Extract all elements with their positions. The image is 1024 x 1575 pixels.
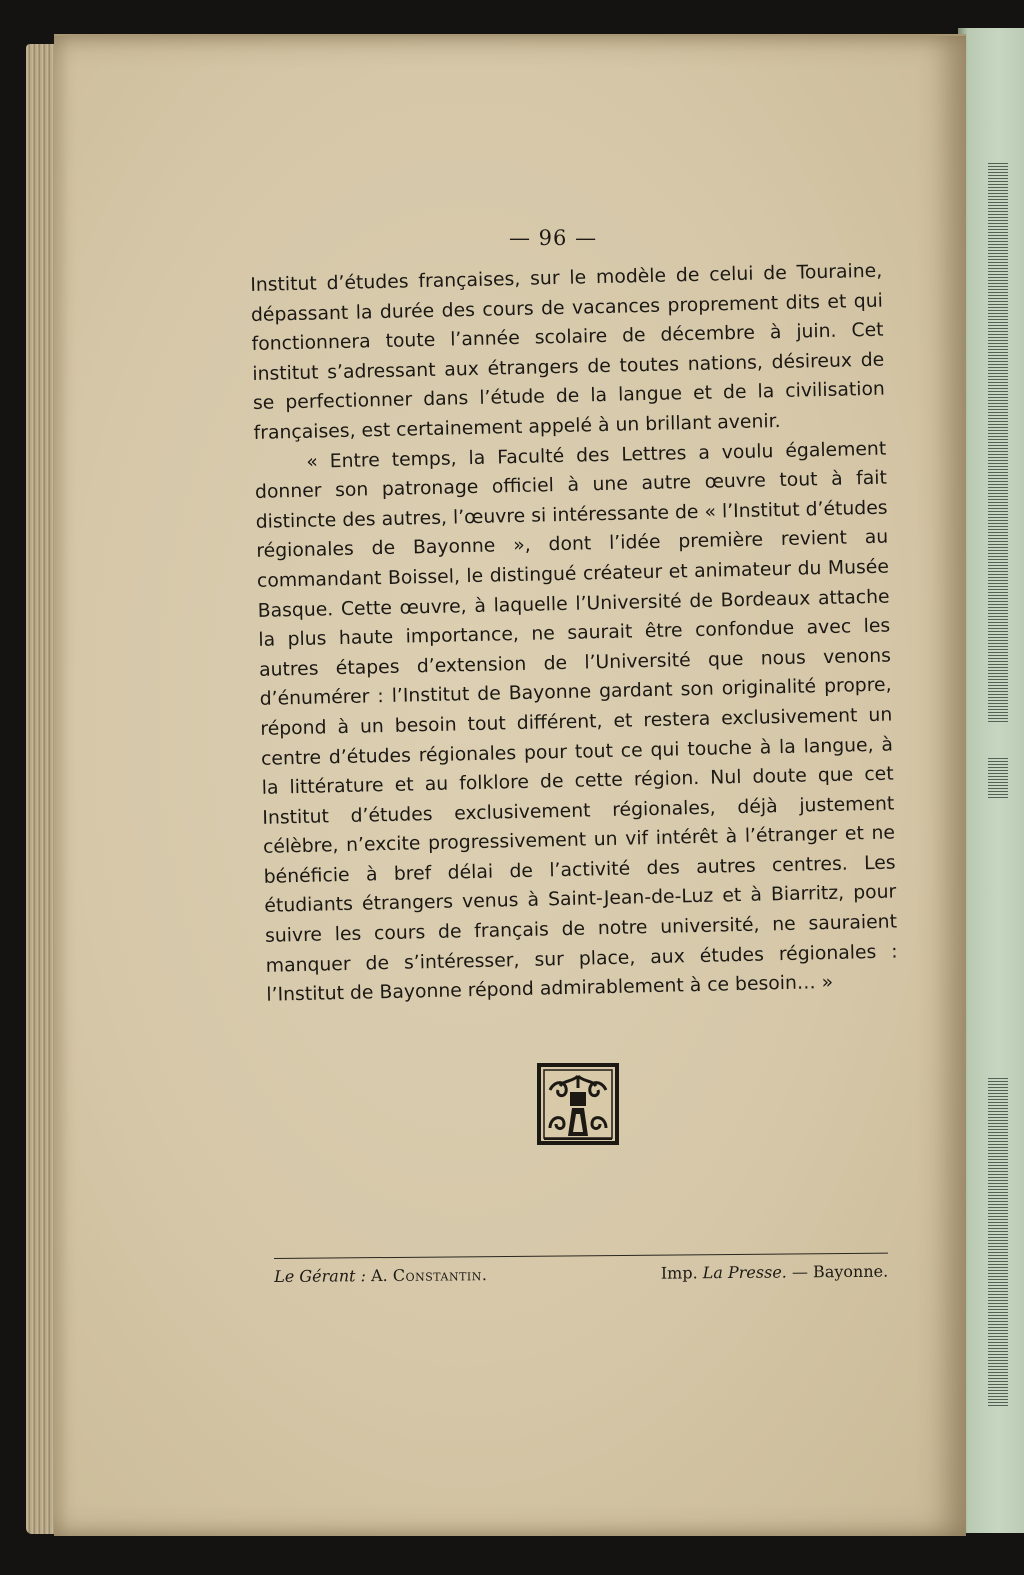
body-text	[250, 257, 899, 1011]
paragraph: Institut d’études françaises, sur le modèle de celui de Touraine, dépassant la durée des cours de vacances proprement dits et qui fonctionnera toute l’année scolaire de décembre à juin. Cet institut s’adressant aux étrangers de toutes nations, désireux de se perfectionner dans l’étude de la langue et de la civilisation françaises, est certainement appelé à un brillant avenir.	[250, 260, 886, 444]
publisher-credit	[274, 1265, 487, 1286]
color-ruler-strip	[988, 758, 1008, 798]
imprint-city: — Bayonne.	[791, 1261, 889, 1282]
gerant-name: Constantin.	[392, 1265, 488, 1285]
paragraph: « Entre temps, la Faculté des Lettres a voulu également donner son patronage officiel à une autre œuvre tout à fait distincte des autres, l’œuvre si intéressante de « l’Institut d’études régionales de Bayonne », dont l’idée première revient au commandant Boissel, le distingué créateur et animateur du Musée Basque. Cette œuvre, à laquelle l’Université de Bordeaux attache la plus haute importance, ne saurait être confondue avec les autres étapes d’extension de l’Université que nous venons d’énumérer : l’Institut de Bayonne gardant son originalité propre, répond à un besoin tout différent, et restera exclusivement un centre d’études régionales pour tout ce qui touche à la langue, à la littérature et au folklore de cette région. Nul doute que cet Institut d’études exclusivement régionales, déjà justement célèbre, n’excite progressivement un vif intérêt à l’étranger et ne bénéficie à bref délai de l’activité des autres centres. Les étudiants étrangers venus à Saint-Jean-de-Luz et à Biarritz, pour suivre les cours de français de notre université, ne sauraient manquer de s’intéresser, sur place, aux études régionales : l’Institut de Bayonne répond admirablement à ce besoin… »	[254, 438, 898, 1007]
book-page	[54, 34, 966, 1536]
imprint-prefix: Imp.	[660, 1263, 698, 1283]
footer-rule	[274, 1253, 888, 1259]
color-ruler-strip	[988, 1078, 1008, 1408]
cover-edge	[958, 28, 1024, 1533]
page-number: — 96 —	[509, 226, 598, 250]
gerant-initial: A.	[370, 1266, 388, 1286]
printer-ornament-icon	[536, 1062, 620, 1146]
printer-credit	[661, 1262, 889, 1283]
gerant-label: Le Gérant :	[274, 1266, 367, 1286]
imprint-footer	[274, 1253, 888, 1286]
color-ruler-strip	[988, 163, 1008, 723]
imprint-title: La Presse.	[702, 1262, 787, 1283]
